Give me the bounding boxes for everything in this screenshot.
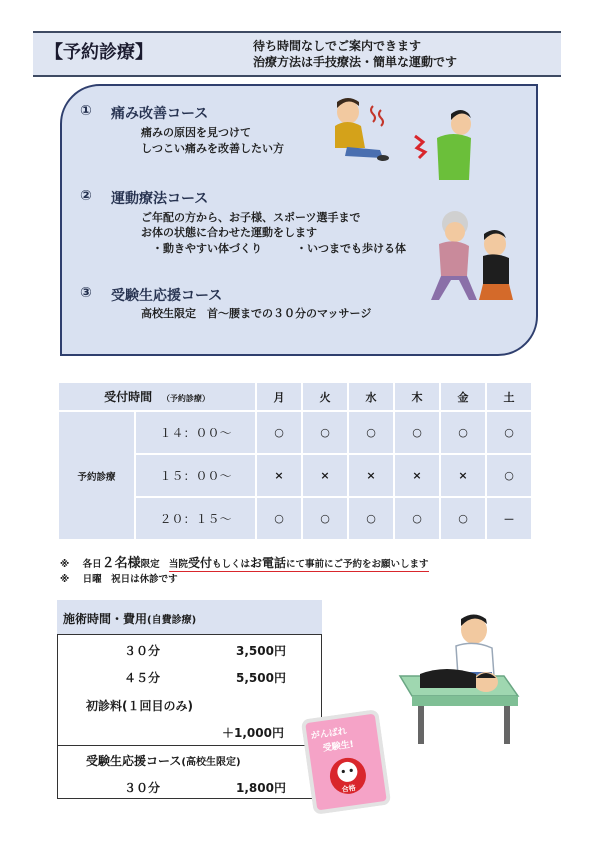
- first-visit-sub: (１回目のみ): [122, 699, 193, 713]
- day-header: 木: [394, 382, 440, 411]
- note-text: 日曜 祝日は休診です: [82, 574, 178, 585]
- price-item-value: 3,500円: [236, 644, 286, 658]
- note-underlined: [168, 556, 429, 572]
- availability-mark: ×: [256, 454, 302, 497]
- note-emphasis: お電話: [249, 556, 286, 570]
- availability-mark: ○: [440, 411, 486, 454]
- note-text: 各日: [82, 559, 102, 570]
- sitting-pain-illustration: [325, 92, 395, 167]
- badge-line-2: 受験生!: [322, 739, 355, 755]
- day-header: 土: [486, 382, 532, 411]
- day-header: 火: [302, 382, 348, 411]
- exam-badge-frame: [301, 709, 392, 815]
- elderly-exercise-illustration: [425, 208, 520, 303]
- course-3-number: ③: [80, 285, 92, 301]
- course-2-desc-2: お体の状態に合わせた運動をします: [141, 226, 317, 239]
- table-row: [58, 411, 532, 454]
- note-mark: ※: [60, 559, 70, 570]
- price-item-value: 1,800円: [236, 781, 286, 795]
- first-visit-price: ＋1,000円: [222, 726, 284, 740]
- availability-mark: ×: [440, 454, 486, 497]
- course-2-title: 運動療法コース: [111, 191, 209, 207]
- note-holiday: [60, 571, 178, 585]
- course-1-desc-2: しつこい痛みを改善したい方: [141, 142, 284, 155]
- first-visit-text: 初診料: [86, 699, 123, 713]
- header-subtitle-2: 治療方法は手技療法・簡単な運動です: [253, 55, 458, 69]
- note-mark: ※: [60, 574, 70, 585]
- availability-mark: ○: [256, 411, 302, 454]
- schedule-header-row: [58, 382, 532, 411]
- course-1-desc-1: 痛みの原因を見つけて: [141, 126, 251, 139]
- course-3-desc-1: 高校生限定 首～腰までの３０分のマッサージ: [141, 307, 372, 320]
- availability-mark: ○: [256, 497, 302, 540]
- note-text: にて事前にご予約をお願いします: [285, 559, 429, 570]
- course-2-desc-1: ご年配の方から、お子様、スポーツ選手まで: [141, 211, 361, 224]
- note-emphasis: 受付: [187, 556, 212, 570]
- availability-mark: ○: [440, 497, 486, 540]
- course-1-title: 痛み改善コース: [111, 106, 209, 122]
- course-1-number: ①: [80, 103, 92, 119]
- availability-mark: －: [486, 497, 532, 540]
- student-course-title: [86, 752, 241, 769]
- price-divider: [57, 745, 322, 746]
- page-title: 【予約診療】: [45, 42, 153, 63]
- schedule-header-cell: [58, 382, 256, 411]
- availability-mark: ○: [302, 411, 348, 454]
- massage-illustration: [392, 612, 528, 747]
- day-header: 金: [440, 382, 486, 411]
- price-item-label: ３０分: [124, 781, 161, 795]
- schedule-row-label: 予約診療: [58, 411, 135, 540]
- note-reservation: [60, 552, 429, 571]
- badge-stamp: 合格: [341, 783, 357, 794]
- price-item-label: ４５分: [124, 671, 161, 685]
- schedule-header-sub: （予約診療）: [161, 394, 210, 403]
- availability-mark: ○: [348, 411, 394, 454]
- note-text: もしくは: [211, 559, 250, 570]
- availability-mark: ○: [302, 497, 348, 540]
- price-title: [63, 610, 196, 627]
- day-header: 水: [348, 382, 394, 411]
- price-item-value: 5,500円: [236, 671, 286, 685]
- first-visit-label: [86, 697, 193, 714]
- time-slot: １４：００～: [135, 411, 256, 454]
- course-2-point-2: ・いつまでも歩ける体: [296, 242, 406, 255]
- availability-mark: ○: [348, 497, 394, 540]
- student-course-label: 受験生応援コース: [86, 754, 182, 768]
- course-2-number: ②: [80, 188, 92, 204]
- back-pain-illustration: [413, 108, 483, 180]
- header-subtitle-1: 待ち時間なしでご案内できます: [253, 39, 422, 53]
- exam-badge: [301, 709, 392, 815]
- note-text: 限定: [140, 559, 160, 570]
- time-slot: １５：００～: [135, 454, 256, 497]
- note-text: 当院: [168, 559, 188, 570]
- badge-line-1: がんばれ: [310, 726, 348, 742]
- availability-mark: ×: [394, 454, 440, 497]
- availability-mark: ○: [486, 411, 532, 454]
- price-item-label: ３０分: [124, 644, 161, 658]
- note-emphasis: ２名様: [101, 556, 141, 571]
- student-course-sub: (高校生限定): [181, 757, 241, 768]
- course-3-title: 受験生応援コース: [111, 288, 223, 304]
- time-slot: ２０：１５～: [135, 497, 256, 540]
- schedule-table: [57, 381, 533, 541]
- availability-mark: ○: [486, 454, 532, 497]
- course-2-point-1: ・動きやすい体づくり: [152, 242, 262, 255]
- price-title-label: 施術時間・費用: [63, 612, 148, 626]
- availability-mark: ×: [302, 454, 348, 497]
- availability-mark: ×: [348, 454, 394, 497]
- day-header: 月: [256, 382, 302, 411]
- schedule-header-label: 受付時間: [104, 390, 153, 404]
- availability-mark: ○: [394, 411, 440, 454]
- availability-mark: ○: [394, 497, 440, 540]
- price-title-sub: (自費診療): [147, 615, 197, 626]
